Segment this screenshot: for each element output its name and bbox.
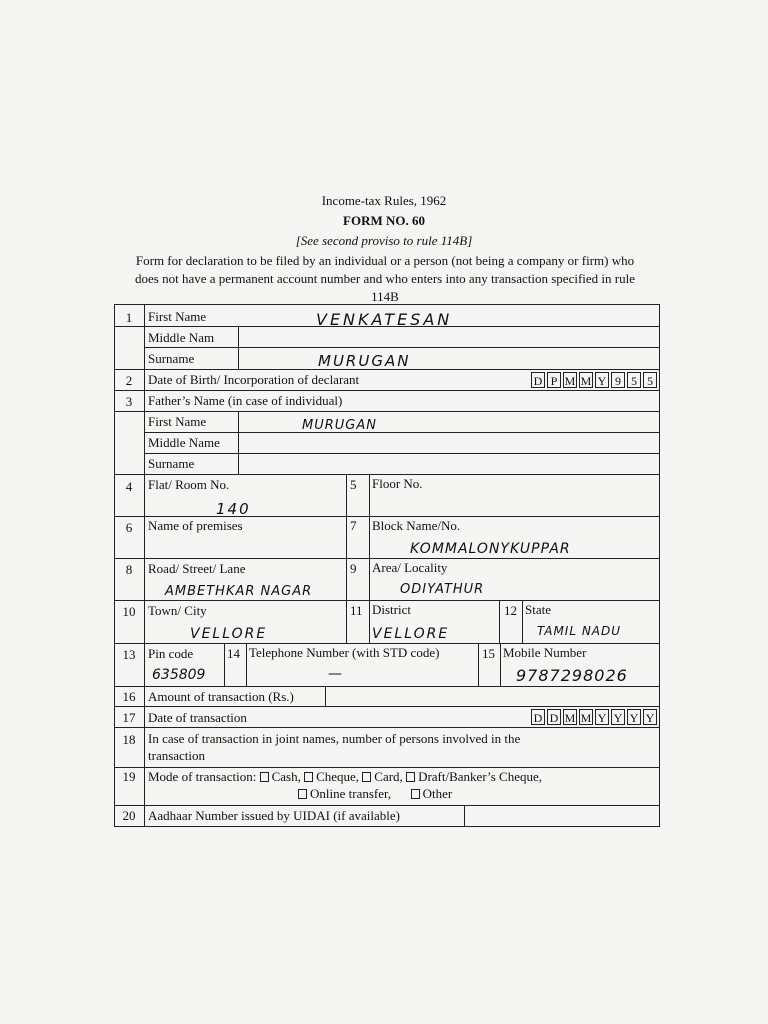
district-value[interactable]: VELLORE (372, 626, 450, 642)
txn-date-box[interactable]: D (547, 709, 561, 725)
online-checkbox[interactable] (298, 789, 307, 799)
row-number: 6 (125, 520, 133, 535)
row-number: 20 (122, 808, 136, 823)
pin-label: Pin code (148, 646, 194, 661)
aadhaar-label: Aadhaar Number issued by UIDAI (if available) (148, 808, 400, 823)
dob-label: Date of Birth/ Incorporation of declarant (148, 372, 360, 387)
dob-digit-box[interactable]: M (564, 374, 576, 388)
txn-date-box[interactable]: Y (611, 709, 625, 725)
row-number: 11 (350, 603, 363, 618)
txn-date-box[interactable]: D (531, 709, 545, 725)
row-divider (114, 727, 660, 728)
row-divider (114, 390, 660, 391)
block-value[interactable]: KOMMALONYKUPPAR (410, 541, 571, 557)
column-divider (224, 643, 225, 686)
column-divider (325, 686, 326, 706)
row-divider (114, 805, 660, 806)
column-divider (238, 326, 239, 369)
column-divider (369, 474, 370, 643)
form-number: FORM NO. 60 (343, 213, 425, 228)
district-label: District (372, 602, 411, 617)
other-label: Other (422, 786, 453, 801)
first-name-value[interactable]: VENKATESAN (316, 310, 453, 329)
column-divider (346, 474, 347, 643)
road-label: Road/ Street/ Lane (148, 561, 246, 576)
column-divider (464, 805, 465, 827)
column-divider (500, 643, 501, 686)
row-divider (114, 411, 660, 412)
joint-names-label: In case of transaction in joint names, number of persons involved in the (148, 731, 521, 746)
row-divider (114, 600, 660, 601)
state-value[interactable]: TAMIL NADU (537, 624, 622, 638)
surname-value[interactable]: MURUGAN (318, 352, 411, 370)
column-divider (238, 411, 239, 474)
dob-digit-box[interactable]: D (531, 372, 545, 388)
father-surname-label: Surname (148, 456, 195, 471)
txn-date-box[interactable]: Y (595, 709, 609, 725)
row-divider (114, 643, 660, 644)
father-name-label: Father’s Name (in case of individual) (148, 393, 343, 408)
joint-names-label-cont: transaction (148, 748, 206, 763)
row-number: 8 (125, 562, 133, 577)
state-label: State (525, 602, 551, 617)
premises-label: Name of premises (148, 518, 243, 533)
father-first-name-label: First Name (148, 414, 207, 429)
row-number: 12 (504, 603, 517, 618)
telephone-value[interactable]: — (328, 666, 343, 682)
row-divider (144, 453, 660, 454)
dob-digit-box[interactable]: 5 (627, 372, 641, 388)
father-first-name-value[interactable]: MURUGAN (302, 418, 377, 433)
amount-label: Amount of transaction (Rs.) (148, 689, 294, 704)
town-value[interactable]: VELLORE (190, 626, 268, 642)
column-divider (478, 643, 479, 686)
row-divider (114, 516, 660, 517)
rules-title: Income-tax Rules, 1962 (321, 193, 447, 208)
surname-label: Surname (148, 351, 195, 366)
draft-label: Draft/Banker’s Cheque, (418, 769, 543, 784)
block-label: Block Name/No. (372, 518, 461, 533)
locality-value[interactable]: ODIYATHUR (400, 582, 485, 597)
locality-label: Area/ Locality (372, 560, 448, 575)
row-number: 17 (122, 710, 136, 725)
card-label: Card, (374, 769, 403, 784)
txn-date-label: Date of transaction (148, 710, 247, 725)
mode-of-transaction (148, 769, 542, 784)
flat-label: Flat/ Room No. (148, 477, 230, 492)
middle-name-label: Middle Nam (148, 330, 215, 345)
row-divider (114, 706, 660, 707)
column-divider (499, 600, 500, 643)
town-label: Town/ City (148, 603, 207, 618)
cheque-checkbox[interactable] (304, 772, 313, 782)
row-number: 5 (350, 477, 357, 492)
txn-date-box[interactable]: M (580, 711, 592, 725)
pin-value[interactable]: 635809 (152, 667, 206, 683)
dob-digit-box[interactable]: 5 (643, 372, 657, 388)
row-number: 1 (125, 310, 133, 325)
row-number: 2 (125, 373, 133, 388)
row-number: 9 (350, 561, 357, 576)
mode-label: Mode of transaction: (148, 769, 260, 784)
telephone-label: Telephone Number (with STD code) (249, 645, 440, 660)
number-column-divider (144, 304, 145, 827)
proviso-note: [See second proviso to rule 114B] (295, 233, 473, 248)
row-number: 4 (125, 479, 133, 494)
form-purpose: Form for declaration to be filed by an individual or a person (not being a company or firm) who does not have a permanent account number and who enters into any transaction specified in rule 114B (135, 253, 635, 304)
draft-checkbox[interactable] (406, 772, 415, 782)
dob-digit-box[interactable]: P (547, 372, 561, 388)
txn-date-box[interactable]: M (564, 711, 576, 725)
row-number: 16 (122, 689, 136, 704)
row-number: 14 (227, 646, 240, 661)
dob-digit-box[interactable]: Y (595, 372, 609, 388)
row-number: 18 (122, 732, 136, 747)
column-divider (522, 600, 523, 643)
dob-digit-box[interactable]: M (580, 374, 592, 388)
online-label: Online transfer, (310, 786, 392, 801)
row-number: 13 (122, 647, 136, 662)
cash-label: Cash, (271, 769, 301, 784)
cheque-label: Cheque, (316, 769, 360, 784)
row-divider (144, 432, 660, 433)
card-checkbox[interactable] (362, 772, 371, 782)
mobile-value[interactable]: 9787298026 (516, 666, 628, 685)
father-middle-name-label: Middle Name (148, 435, 220, 450)
row-number: 3 (125, 394, 133, 409)
row-number: 15 (482, 646, 495, 661)
cash-checkbox[interactable] (260, 772, 269, 782)
first-name-label: First Name (148, 309, 207, 324)
row-divider (114, 558, 660, 559)
row-divider (114, 474, 660, 475)
road-value[interactable]: AMBETHKAR NAGAR (165, 584, 313, 599)
row-number: 10 (122, 604, 136, 619)
flat-value[interactable]: 140 (216, 500, 251, 518)
txn-date-box[interactable]: Y (627, 709, 641, 725)
mode-of-transaction-cont (298, 786, 452, 801)
row-number: 7 (350, 518, 357, 533)
row-divider (114, 686, 660, 687)
column-divider (246, 643, 247, 686)
txn-date-box[interactable]: Y (643, 709, 657, 725)
floor-label: Floor No. (372, 476, 423, 491)
row-number: 19 (122, 769, 136, 784)
row-divider (114, 767, 660, 768)
row-divider (144, 347, 660, 348)
mobile-label: Mobile Number (503, 645, 587, 660)
dob-digit-box[interactable]: 9 (611, 372, 625, 388)
other-checkbox[interactable] (411, 789, 420, 799)
